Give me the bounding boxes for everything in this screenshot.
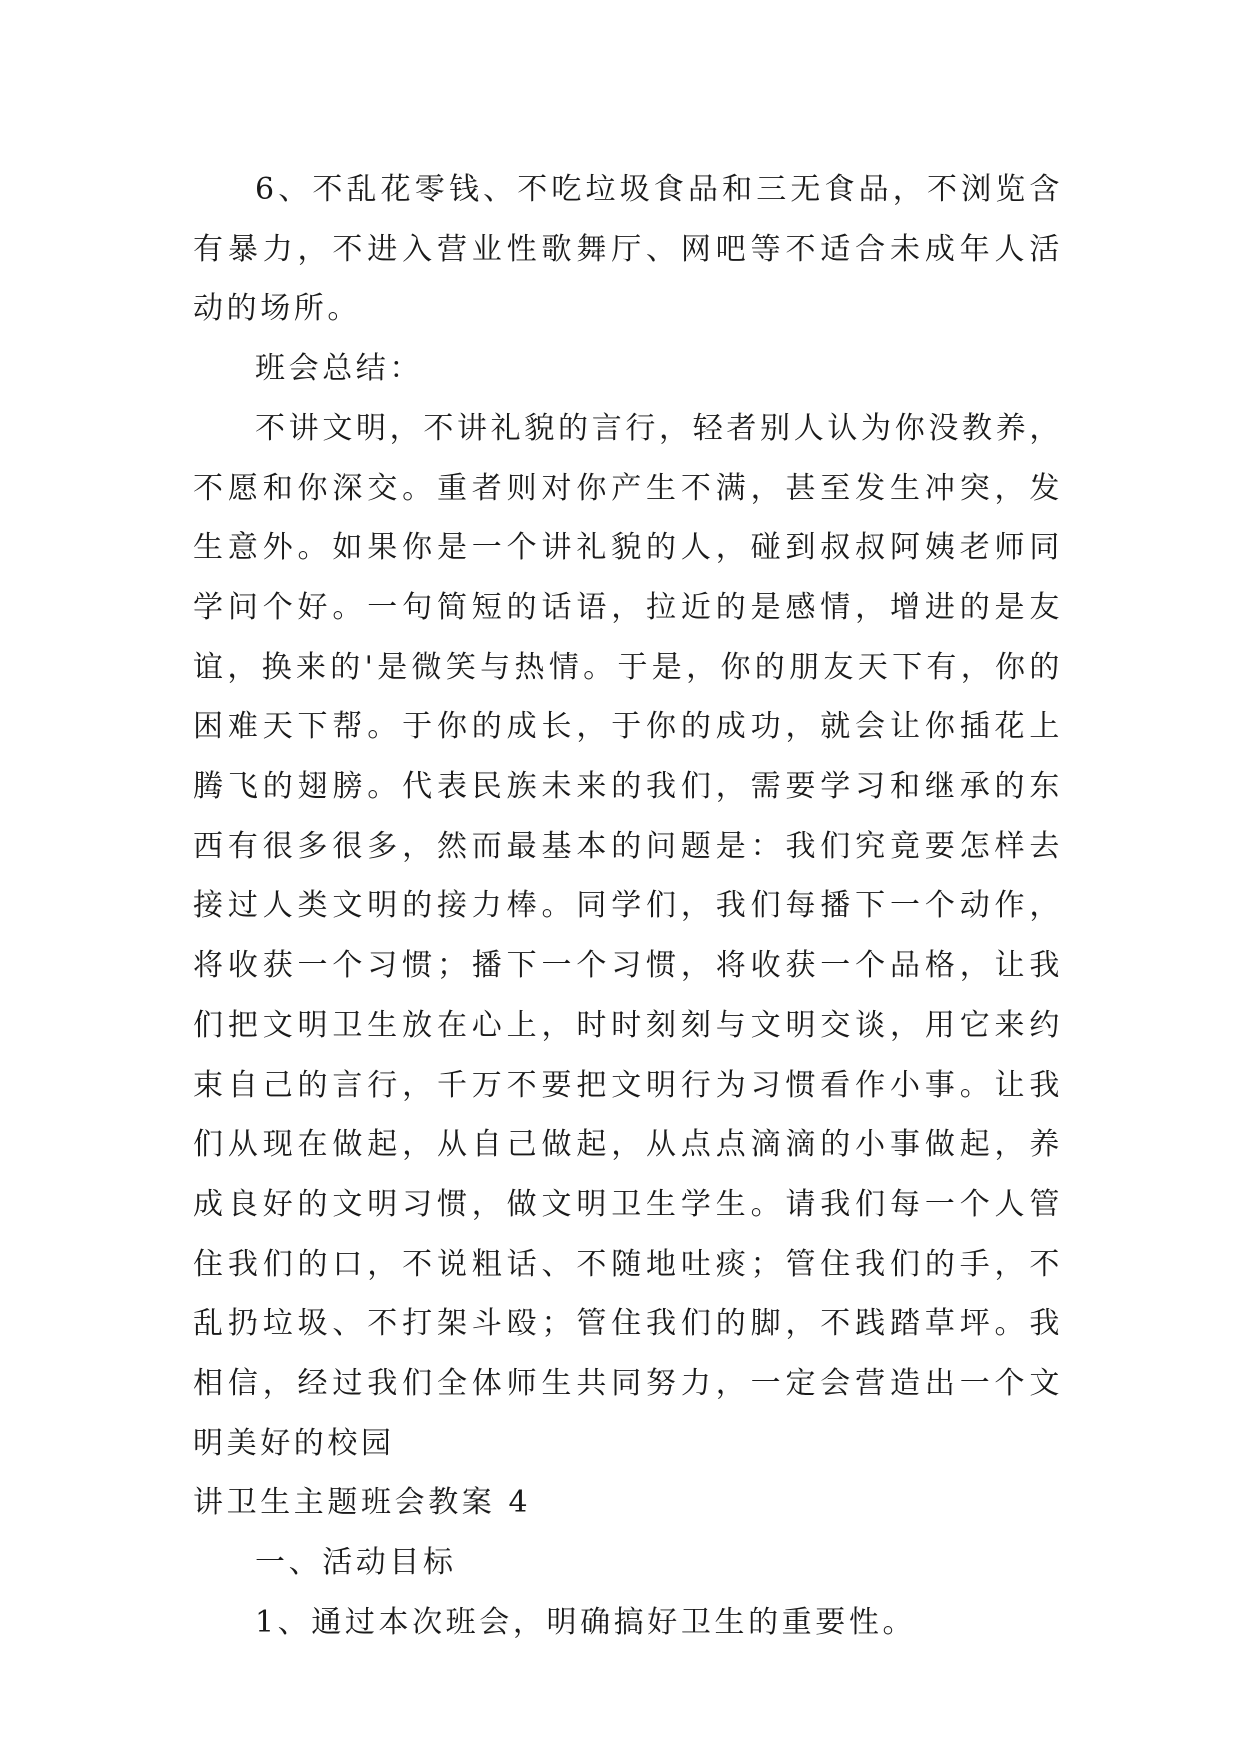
section-heading: 讲卫生主题班会教案 4	[193, 1485, 532, 1521]
document-page	[193, 160, 1063, 1653]
paragraph-goal-1: 1、通过本次班会，明确搞好卫生的重要性。	[255, 1604, 917, 1640]
paragraph-rule-6: 6、不乱花零钱、不吃垃圾食品和三无食品，不浏览含有暴力，不进入营业性歌舞厅、网吧等不适合未成年人活动的场所。	[193, 172, 1063, 327]
paragraph-summary-body: 不讲文明，不讲礼貌的言行，轻者别人认为你没教养，不愿和你深交。重者则对你产生不满，甚至发生冲突，发生意外。如果你是一个讲礼貌的人，碰到叔叔阿姨老师同学问个好。一句简短的话语，拉近的是感情，增进的是友谊，换来的'是微笑与热情。于是，你的朋友天下有，你的困难天下帮。于你的成长，于你的成功，就会让你插花上腾飞的翅膀。代表民族未来的我们，需要学习和继承的东西有很多很多，然而最基本的问题是：我们究竟要怎样去接过人类文明的接力棒。同学们，我们每播下一个动作，将收获一个习惯；播下一个习惯，将收获一个品格，让我们把文明卫生放在心上，时时刻刻与文明交谈，用它来约束自己的言行，千万不要把文明行为习惯看作小事。让我们从现在做起，从自己做起，从点点滴滴的小事做起，养成良好的文明习惯，做文明卫生学生。请我们每一个人管住我们的口，不说粗话、不随地吐痰；管住我们的手，不乱扔垃圾、不打架斗殴；管住我们的脚，不践踏草坪。我相信，经过我们全体师生共同努力，一定会营造出一个文明美好的校园	[193, 410, 1063, 1461]
paragraph-summary-label: 班会总结：	[255, 351, 423, 387]
paragraph-activity-goal: 一、活动目标	[255, 1545, 457, 1581]
